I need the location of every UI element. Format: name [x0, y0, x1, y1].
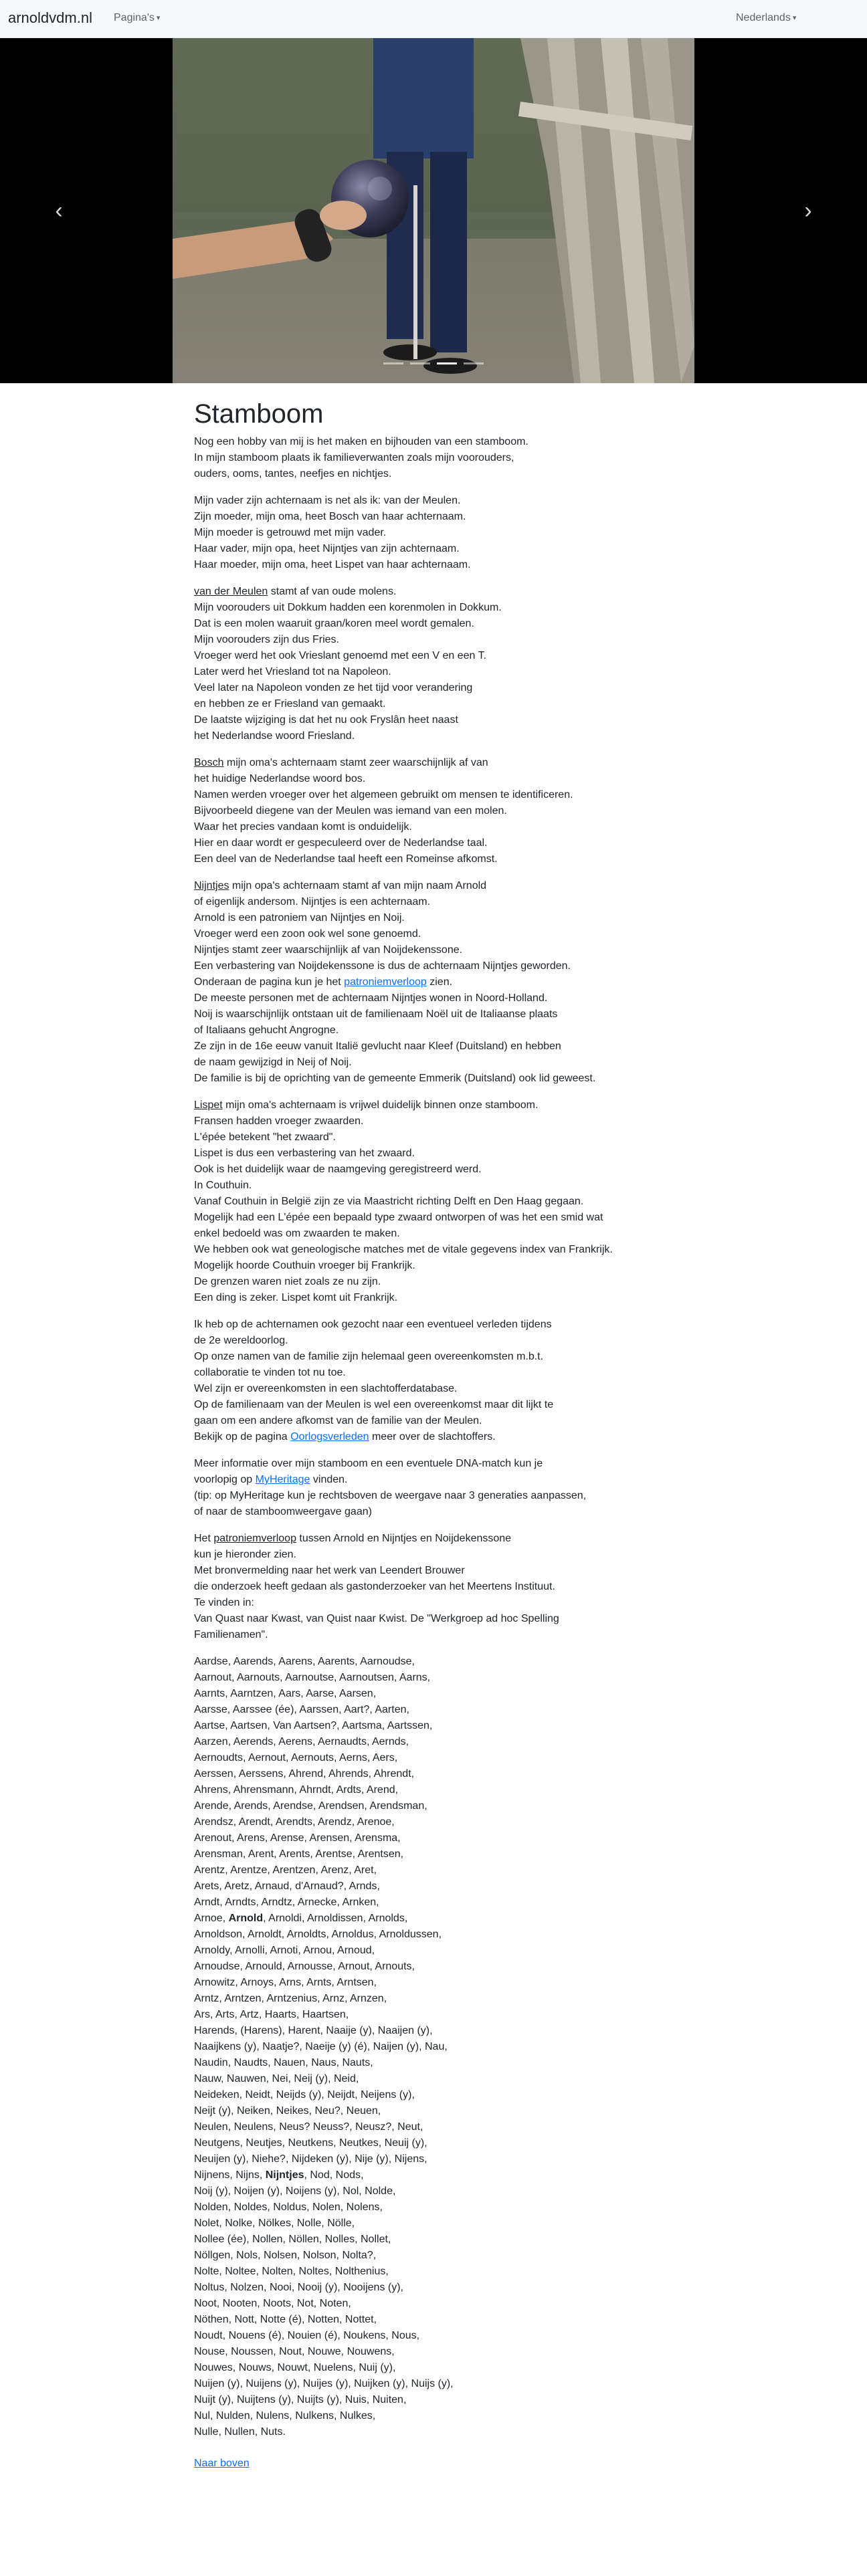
list-item: Neideken, Neidt, Neijds (y), Neijdt, Neijens (y),: [194, 2089, 415, 2101]
text-line: Arnold is een patroniem van Nijntjes en Noij.: [194, 912, 405, 924]
list-item: Aarnout, Aarnouts, Aarnoutse, Aarnoutsen, Aarns,: [194, 1672, 431, 1683]
carousel-indicator[interactable]: [383, 362, 403, 364]
list-item: Ahrens, Ahrensmann, Ahrndt, Ardts, Arend,: [194, 1784, 399, 1796]
list-item: Nulle, Nullen, Nuts.: [194, 2426, 286, 2438]
pages-dropdown[interactable]: [114, 12, 160, 24]
carousel-photo: [173, 38, 694, 383]
text-line: vinden.: [310, 1474, 348, 1485]
text-line: Ik heb op de achternamen ook gezocht naar een eventueel verleden tijdens: [194, 1319, 552, 1330]
text-line: Mogelijk hoorde Couthuin vroeger bij Frankrijk.: [194, 1260, 415, 1271]
paragraph-patroniemverloop: [194, 1531, 673, 1643]
list-item: Aartse, Aartsen, Van Aartsen?, Aartsma, Aartssen,: [194, 1720, 433, 1731]
list-item: Aarnts, Aarntzen, Aars, Aarse, Aarsen,: [194, 1688, 377, 1699]
paragraph-intro: [194, 434, 673, 482]
text-line: Waar het precies vandaan komt is onduidelijk.: [194, 821, 412, 833]
text-line: De familie is bij de oprichting van de gemeente Emmerik (Duitsland) ook lid geweest.: [194, 1073, 596, 1084]
text-line: Familienamen".: [194, 1629, 268, 1640]
text-line: Nog een hobby van mij is het maken en bijhouden van een stamboom.: [194, 436, 528, 447]
list-item: Noij (y), Noijen (y), Noijens (y), Nol, Nolde,: [194, 2185, 396, 2197]
text-line: stamt af van oude molens.: [268, 586, 397, 597]
main-content: [194, 395, 673, 2472]
surname-heading: Bosch: [194, 757, 224, 768]
text-line: Haar moeder, mijn oma, heet Lispet van haar achternaam.: [194, 559, 471, 570]
text-line: enkel bedoeld was om zwaarden te maken.: [194, 1228, 400, 1239]
text-line: Met bronvermelding naar het werk van Leendert Brouwer: [194, 1565, 465, 1576]
text-line: De laatste wijziging is dat het nu ook Fryslân heet naast: [194, 714, 458, 726]
list-item: Arende, Arends, Arendse, Arendsen, Arendsman,: [194, 1800, 427, 1812]
list-item: Arntz, Arntzen, Arntzenius, Arnz, Arnzen,: [194, 1993, 387, 2004]
pages-dropdown-label: Pagina's: [114, 12, 155, 23]
text-line: Op onze namen van de familie zijn helemaal geen overeenkomsten m.b.t.: [194, 1351, 544, 1362]
text-line: Hier en daar wordt er gespeculeerd over de Nederlandse taal.: [194, 837, 488, 849]
list-item: Neijt (y), Neiken, Neikes, Neu?, Neuen,: [194, 2105, 381, 2117]
paragraph-war-history: [194, 1317, 673, 1445]
list-item: Naaijkens (y), Naatje?, Naeije (y) (é), Naijen (y), Nau,: [194, 2041, 448, 2052]
text-line: Wel zijn er overeenkomsten in een slachtofferdatabase.: [194, 1383, 458, 1394]
text-line: collaboratie te vinden tot nu toe.: [194, 1367, 346, 1378]
navbar: [0, 0, 867, 38]
back-to-top-link[interactable]: Naar boven: [194, 2458, 250, 2469]
text-line: Mijn moeder is getrouwd met mijn vader.: [194, 527, 387, 538]
text-line: en hebben ze er Friesland van gemaakt.: [194, 698, 386, 710]
text-line: het huidige Nederlandse woord bos.: [194, 773, 366, 784]
list-item: Neulen, Neulens, Neus? Neuss?, Neusz?, Neut,: [194, 2121, 423, 2133]
text-line: Nijntjes stamt zeer waarschijnlijk af van Noijdekenssone.: [194, 944, 463, 956]
list-item: Nul, Nulden, Nulens, Nulkens, Nulkes,: [194, 2410, 376, 2422]
text-line: Mijn vader zijn achternaam is net als ik: van der Meulen.: [194, 495, 461, 506]
language-dropdown[interactable]: [736, 12, 796, 24]
list-item: Nuijt (y), Nuijtens (y), Nuijts (y), Nuis, Nuiten,: [194, 2394, 407, 2405]
carousel-indicator[interactable]: [437, 362, 457, 364]
list-item: Aardse, Aarends, Aarens, Aarents, Aarnoudse,: [194, 1656, 415, 1667]
list-item: Ars, Arts, Artz, Haarts, Haartsen,: [194, 2009, 349, 2020]
list-item: Nouwes, Nouws, Nouwt, Nuelens, Nuij (y),: [194, 2362, 396, 2373]
text-line: of Italiaans gehucht Angrogne.: [194, 1025, 339, 1036]
text-line: of naar de stamboomweergave gaan): [194, 1506, 372, 1517]
list-item: Noltus, Nolzen, Nooi, Nooij (y), Nooijens (y),: [194, 2282, 403, 2293]
list-item: Arentz, Arentze, Arentzen, Arenz, Aret,: [194, 1864, 377, 1876]
list-item: Arnoe,: [194, 1913, 229, 1924]
brand-link[interactable]: arnoldvdm.nl: [8, 9, 92, 26]
paragraph-lispet: [194, 1097, 673, 1306]
paragraph-van-der-meulen: [194, 584, 673, 744]
chevron-right-icon: ›: [804, 198, 812, 223]
list-item: Aernoudts, Aernout, Aernouts, Aerns, Aers,: [194, 1752, 398, 1763]
names-list: [194, 1654, 673, 2440]
text-line: Veel later na Napoleon vonden ze het tijd voor verandering: [194, 682, 473, 693]
surname-heading: Nijntjes: [194, 880, 229, 891]
paragraph-nijntjes: [194, 878, 673, 1087]
list-item: Arensman, Arent, Arents, Arentse, Arentsen,: [194, 1848, 404, 1860]
text-line: het Nederlandse woord Friesland.: [194, 730, 355, 742]
text-line: (tip: op MyHeritage kun je rechtsboven de weergave naar 3 generaties aanpassen,: [194, 1490, 587, 1501]
text-line: ouders, ooms, tantes, neefjes en nichtjes.: [194, 468, 392, 479]
text-line: tussen Arnold en Nijntjes en Noijdekenssone: [296, 1533, 512, 1544]
text-line: De meeste personen met de achternaam Nijntjes wonen in Noord-Holland.: [194, 992, 548, 1004]
list-item: Noudt, Nouens (é), Nouien (é), Noukens, Nous,: [194, 2330, 420, 2341]
text-line: Fransen hadden vroeger zwaarden.: [194, 1115, 364, 1127]
list-item: Nolden, Noldes, Noldus, Nolen, Nolens,: [194, 2202, 383, 2213]
highlighted-name: Arnold: [228, 1913, 264, 1924]
list-item: Arnowitz, Arnoys, Arns, Arnts, Arntsen,: [194, 1977, 377, 1988]
paragraph-bosch: [194, 755, 673, 867]
list-item: Arnoudse, Arnould, Arnousse, Arnout, Arnouts,: [194, 1961, 415, 1972]
text-line: Haar vader, mijn opa, heet Nijntjes van zijn achternaam.: [194, 543, 460, 554]
list-item: Arnoldy, Arnolli, Arnoti, Arnou, Arnoud,: [194, 1945, 375, 1956]
list-item: Neutgens, Neutjes, Neutkens, Neutkes, Neuij (y),: [194, 2137, 427, 2149]
text-line: of eigenlijk andersom. Nijntjes is een achternaam.: [194, 896, 431, 907]
list-item: Nuijen (y), Nuijens (y), Nuijes (y), Nuijken (y), Nuijs (y),: [194, 2378, 454, 2389]
list-item: Naudin, Naudts, Nauen, Naus, Nauts,: [194, 2057, 373, 2068]
oorlogsverleden-link[interactable]: Oorlogsverleden: [290, 1431, 369, 1442]
text-line: Mijn voorouders uit Dokkum hadden een korenmolen in Dokkum.: [194, 602, 502, 613]
text-line: de naam gewijzigd in Neij of Noij.: [194, 1057, 352, 1068]
text-line: die onderzoek heeft gedaan als gastonderzoeker van het Meertens Instituut.: [194, 1581, 555, 1592]
text-line: In Couthuin.: [194, 1180, 252, 1191]
list-item: Harends, (Harens), Harent, Naaije (y), Naaijen (y),: [194, 2025, 433, 2036]
carousel-indicator[interactable]: [464, 362, 484, 364]
text-line: Noij is waarschijnlijk ontstaan uit de familienaam Noël uit de Italiaanse plaats: [194, 1008, 558, 1020]
text-line: Vroeger werd het ook Vrieslant genoemd met een V en een T.: [194, 650, 487, 661]
text-line: Het: [194, 1533, 214, 1544]
myheritage-link[interactable]: MyHeritage: [255, 1474, 310, 1485]
list-item: Nolet, Nolke, Nölkes, Nolle, Nölle,: [194, 2218, 355, 2229]
language-dropdown-label: Nederlands: [736, 12, 791, 23]
hero-carousel: [0, 38, 867, 383]
list-item: Arnoldson, Arnoldt, Arnoldts, Arnoldus, Arnoldussen,: [194, 1929, 442, 1940]
text-line: In mijn stamboom plaats ik familieverwanten zoals mijn voorouders,: [194, 452, 514, 463]
text-line: Een ding is zeker. Lispet komt uit Frankrijk.: [194, 1292, 398, 1303]
text-line: Ze zijn in de 16e eeuw vanuit Italië gevlucht naar Kleef (Duitsland) en hebben: [194, 1041, 561, 1052]
caret-down-icon: ▾: [792, 14, 797, 22]
chevron-left-icon: ‹: [55, 198, 63, 223]
text-line: Onderaan de pagina kun je het: [194, 976, 345, 988]
patroniemverloop-anchor: patroniemverloop: [213, 1533, 296, 1544]
text-line: de 2e wereldoorlog.: [194, 1335, 288, 1346]
text-line: L'épée betekent "het zwaard".: [194, 1132, 336, 1143]
list-item: Nauw, Nauwen, Nei, Neij (y), Neid,: [194, 2073, 359, 2084]
list-item: , Nod, Nods,: [304, 2169, 364, 2181]
caret-down-icon: ▾: [156, 14, 161, 22]
text-line: Op de familienaam van der Meulen is wel een overeenkomst maar dit lijkt te: [194, 1399, 554, 1410]
text-line: Vanaf Couthuin in België zijn ze via Maastricht richting Delft en Den Haag gegaan.: [194, 1196, 584, 1207]
surname-heading: Lispet: [194, 1099, 223, 1111]
text-line: mijn oma's achternaam is vrijwel duidelijk binnen onze stamboom.: [222, 1099, 539, 1111]
text-line: Bekijk op de pagina: [194, 1431, 291, 1442]
list-item: Noot, Nooten, Noots, Not, Noten,: [194, 2298, 351, 2309]
text-line: Zijn moeder, mijn oma, heet Bosch van haar achternaam.: [194, 511, 466, 522]
text-line: mijn oma's achternaam stamt zeer waarschijnlijk af van: [223, 757, 488, 768]
text-line: Van Quast naar Kwast, van Quist naar Kwist. De "Werkgroep ad hoc Spelling: [194, 1613, 559, 1624]
list-item: Aerssen, Aerssens, Ahrend, Ahrends, Ahrendt,: [194, 1768, 415, 1780]
text-line: meer over de slachtoffers.: [369, 1431, 496, 1442]
text-line: Mogelijk had een L'épée een bepaald type zwaard ontworpen of was het een smid wat: [194, 1212, 603, 1223]
carousel-indicator[interactable]: [410, 362, 430, 364]
text-line: voorlopig op: [194, 1474, 256, 1485]
text-line: kun je hieronder zien.: [194, 1549, 296, 1560]
list-item: Nijnens, Nijns,: [194, 2169, 266, 2181]
list-item: Nöllgen, Nols, Nolsen, Nolson, Nolta?,: [194, 2250, 377, 2261]
list-item: Arets, Aretz, Arnaud, d'Arnaud?, Arnds,: [194, 1881, 380, 1892]
text-line: mijn opa's achternaam stamt af van mijn naam Arnold: [229, 880, 487, 891]
text-line: gaan om een andere afkomst van de familie van der Meulen.: [194, 1415, 482, 1426]
page-title: Stamboom: [194, 399, 324, 429]
text-line: Meer informatie over mijn stamboom en een eventuele DNA-match kun je: [194, 1458, 543, 1469]
list-item: Arenout, Arens, Arense, Arensen, Arensma,: [194, 1832, 401, 1844]
text-line: zien.: [426, 976, 453, 988]
list-item: Nouse, Noussen, Nout, Nouwe, Nouwens,: [194, 2346, 395, 2357]
list-item: Arndt, Arndts, Arndtz, Arnecke, Arnken,: [194, 1897, 379, 1908]
text-line: Een verbastering van Noijdekenssone is dus de achternaam Nijntjes geworden.: [194, 960, 571, 972]
text-line: De grenzen waren niet zoals ze nu zijn.: [194, 1276, 381, 1287]
text-line: Mijn voorouders zijn dus Fries.: [194, 634, 339, 645]
list-item: Nollee (ée), Nollen, Nöllen, Nolles, Nollet,: [194, 2234, 391, 2245]
text-line: Namen werden vroeger over het algemeen gebruikt om mensen te identificeren.: [194, 789, 573, 800]
text-line: Bijvoorbeeld diegene van der Meulen was iemand van een molen.: [194, 805, 507, 817]
list-item: Nolte, Noltee, Nolten, Noltes, Nolthenius,: [194, 2266, 389, 2277]
list-item: Aarsse, Aarssee (ée), Aarssen, Aart?, Aarten,: [194, 1704, 409, 1715]
text-line: We hebben ook wat geneologische matches met de vitale gegevens index van Frankrijk.: [194, 1244, 613, 1255]
text-line: Te vinden in:: [194, 1597, 254, 1608]
list-item: Nöthen, Nott, Notte (é), Notten, Nottet,: [194, 2314, 377, 2325]
text-line: Dat is een molen waaruit graan/koren meel wordt gemalen.: [194, 618, 474, 629]
text-line: Vroeger werd een zoon ook wel sone genoemd.: [194, 928, 421, 940]
surname-heading: van der Meulen: [194, 586, 268, 597]
carousel-prev-button[interactable]: [45, 191, 72, 231]
list-item: Neuijen (y), Niehe?, Nijdeken (y), Nije (y), Nijens,: [194, 2153, 427, 2165]
list-item: , Arnoldi, Arnoldissen, Arnolds,: [263, 1913, 408, 1924]
text-line: Later werd het Vriesland tot na Napoleon.: [194, 666, 391, 677]
patroniemverloop-link[interactable]: patroniemverloop: [344, 976, 427, 988]
text-line: Een deel van de Nederlandse taal heeft een Romeinse afkomst.: [194, 853, 498, 865]
list-item: Arendsz, Arendt, Arendts, Arendz, Arenoe,: [194, 1816, 395, 1828]
text-line: Lispet is dus een verbastering van het zwaard.: [194, 1148, 415, 1159]
list-item: Aarzen, Aerends, Aerens, Aernaudts, Aernds,: [194, 1736, 409, 1747]
highlighted-name: Nijntjes: [265, 2169, 304, 2181]
paragraph-family: [194, 493, 673, 573]
carousel-next-button[interactable]: [795, 191, 822, 231]
carousel-indicators: [0, 362, 867, 364]
paragraph-myheritage: [194, 1456, 673, 1520]
text-line: Ook is het duidelijk waar de naamgeving geregistreerd werd.: [194, 1164, 482, 1175]
